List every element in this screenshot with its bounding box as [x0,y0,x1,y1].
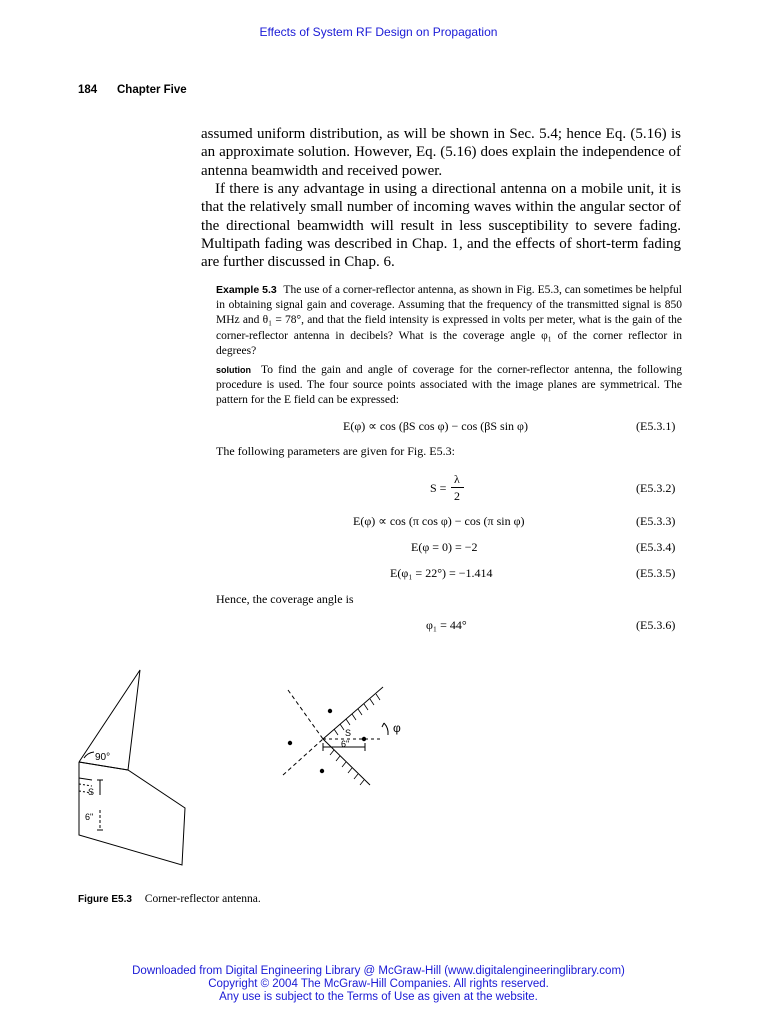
solution-text: To find the gain and angle of coverage for the corner-reflector antenna, the following procedure is used. The four source points associated with the image planes are symmetrical. The pattern for the E field can be expressed: [216,364,683,407]
body-paragraph-1: assumed uniform distribution, as will be shown in Sec. 5.4; hence Eq. (5.16) is an approximate solution. However, Eq. (5.16) does explain the independence of antenna beamwidth and received power. [201,126,681,179]
image-source-bottom [320,769,324,773]
reflector-upper [323,687,383,739]
hence-text: Hence, the coverage angle is [216,592,354,606]
figure-caption-text: Corner-reflector antenna. [144,893,261,905]
example-text: The use of a corner-reflector antenna, as shown in Fig. E5.3, can sometimes be helpful in obtaining signal gain and coverage. Assuming that the frequency of the transmitted signal is 850 MHz and θ₁ = 78°, and that the field intensity is expressed in volts per meter, what is the gain of the corner-reflector antenna in decibels? What is the coverage angle φ₁ of the corner reflector in degrees? [216,284,683,357]
equation-4: E(φ = 0) = −2 [411,540,478,554]
body-paragraph-2: If there is any advantage in using a directional antenna on a mobile unit, it is that the relatively small number of incoming waves within the angular sector of the directional beamwidth will result in less susceptibility to severe fading. Multipath fading was described in Chap. 1, and the effects of short-term fading are further discussed in Chap. 6. [201,181,681,271]
equation-5-number: (E5.3.5) [636,566,676,580]
chapter-title: Chapter Five [117,84,187,96]
footer-line-2[interactable]: Copyright © 2004 The McGraw-Hill Companies. All rights reserved. [208,978,549,990]
six-inch-label-top: 6" [341,739,350,749]
lower-panel [79,762,185,865]
solution-block [216,363,682,409]
solution-label: solution [216,365,251,375]
top-view-diagram [278,685,418,795]
footer-line-1[interactable]: Downloaded from Digital Engineering Library @ McGraw-Hill (www.digitalengineeringlibrary.com) [132,965,625,977]
params-intro: The following parameters are given for Fig. E5.3: [216,444,455,458]
s-label-left: S [88,787,95,797]
feed-source [362,737,366,741]
phi-label: φ [393,721,401,735]
footer [0,965,757,1004]
corner-reflector-drawing [70,660,200,875]
page-number: 184 [78,84,98,96]
fraction-bar [451,487,464,488]
equation-6-number: (E5.3.6) [636,618,676,632]
footer-line-3[interactable]: Any use is subject to the Terms of Use as given at the website. [219,991,538,1003]
equation-2-lhs: S = [430,481,447,495]
figure-caption-label: Figure E5.3 [78,894,132,905]
s-label-top: S [345,728,352,738]
example-label: Example 5.3 [216,284,277,296]
six-inch-label-left: 6" [85,812,94,822]
figure-caption [78,893,261,905]
equation-2-numerator: λ [454,472,460,486]
equation-3-number: (E5.3.3) [636,514,676,528]
equation-1-number: (E5.3.1) [636,419,676,433]
equation-1: E(φ) ∝ cos (βS cos φ) − cos (βS sin φ) [343,419,528,433]
angle-label: 90° [95,752,111,763]
image-source-top [328,709,332,713]
equation-2-denominator: 2 [454,489,460,503]
equation-5: E(φ₁ = 22°) = −1.414 [390,566,493,580]
image-source-left [288,741,292,745]
equation-2-number: (E5.3.2) [636,481,676,495]
equation-4-number: (E5.3.4) [636,540,676,554]
header-link[interactable]: Effects of System RF Design on Propagation [259,25,498,39]
example-block [216,283,682,359]
equation-3: E(φ) ∝ cos (π cos φ) − cos (π sin φ) [353,514,525,528]
equation-6: φ₁ = 44° [426,618,467,632]
